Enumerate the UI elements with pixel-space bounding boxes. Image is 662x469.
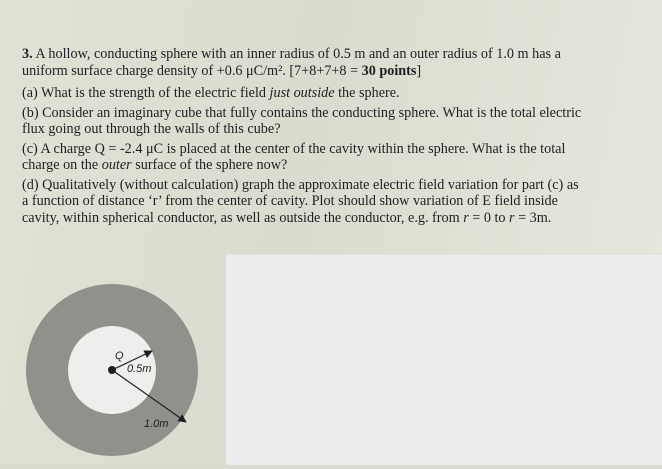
blank-paper-region [226,254,662,465]
point-charge [108,366,116,374]
problem-statement [22,46,632,79]
part-c [22,141,632,174]
part-c-emphasis: outer [101,157,132,173]
part-b [22,105,632,138]
outer-radius-label: 1.0m [144,418,169,430]
part-d-line-3: cavity, within spherical conductor, as well as outside the conductor, e.g. from [22,209,464,226]
part-d-range-mid: = 0 to [468,209,510,226]
problem-number: 3. [22,46,33,62]
part-b-line-1: (b) Consider an imaginary cube that fully contains the conducting sphere. What is the total electric [22,104,582,121]
part-d-line-1: (d) Qualitatively (without calculation) graph the approximate electric field variation for part (c) as [22,176,579,193]
points-total: 30 points [361,62,417,79]
intro-line-1: A hollow, conducting sphere with an inner radius of 0.5 m and an outer radius of 1.0 m has a [35,46,561,62]
part-d-range-end: = 3m. [514,209,552,226]
r-symbol-end: r [509,209,515,226]
part-c-line-2-tail: surface of the sphere now? [131,157,288,173]
charge-label: Q [115,350,124,362]
part-a [22,85,632,102]
part-c-line-1: (c) A charge Q = -2.4 μC is placed at the center of the cavity within the sphere. What is the total [22,140,566,157]
part-c-line-2: charge on the [22,157,102,173]
part-a-tail: the sphere. [334,85,400,101]
intro-end: ] [416,62,422,79]
part-d [22,177,632,227]
part-d-line-2: a function of distance ‘r’ from the center of cavity. Plot should show variation of E field inside [22,193,558,209]
intro-line-2: uniform surface charge density of +0.6 μC/m². [7+8+7+8 = [22,62,362,79]
problem-text [22,46,632,226]
part-a-text: (a) What is the strength of the electric field [22,85,270,101]
part-a-emphasis: just outside [269,85,335,101]
part-b-line-2: flux going out through the walls of this cube? [22,121,281,137]
inner-radius-label: 0.5m [127,363,152,375]
sphere-cross-section [0,250,226,464]
r-symbol-start: r [463,209,469,226]
sphere-diagram [0,250,226,464]
